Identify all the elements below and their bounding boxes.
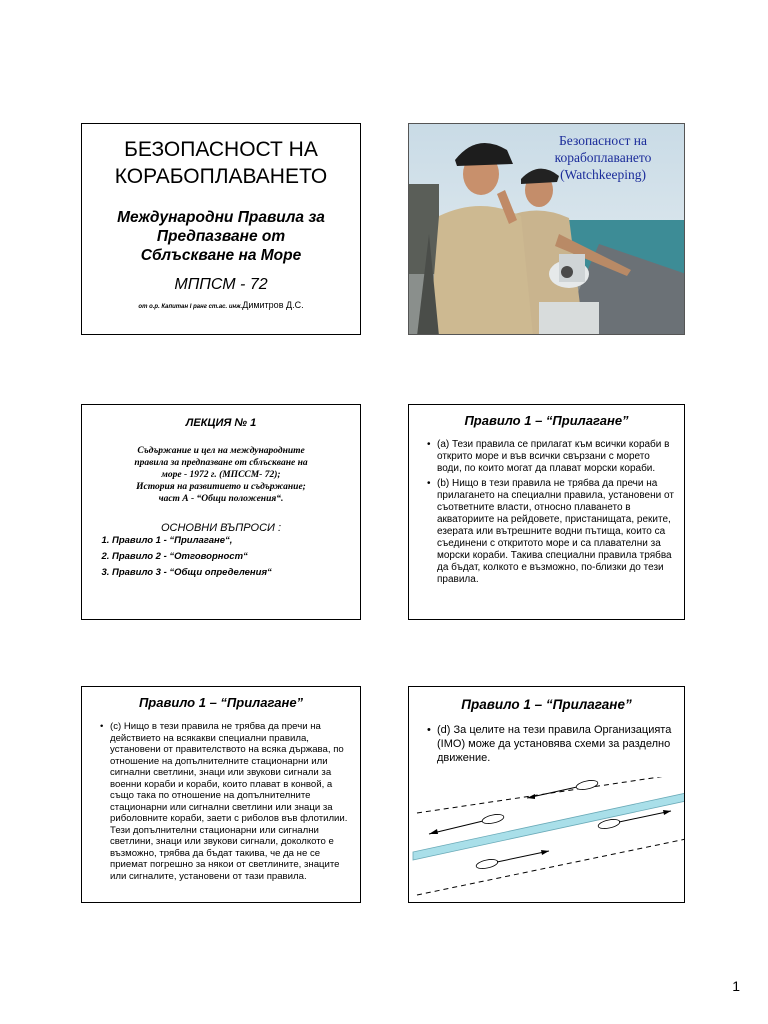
slide-rule1-d bbox=[408, 686, 685, 903]
slide-title-heading bbox=[82, 136, 360, 190]
page-number: 1 bbox=[732, 978, 740, 994]
author-name: Димитров Д.С. bbox=[242, 300, 304, 310]
caption-line: Безопасност на bbox=[559, 133, 647, 148]
bullet-item: • (а) Тези правила се прилагат към всички кораби в открито море и във всички свързани с морето води, по които могат да плават морски кораби. bbox=[437, 439, 676, 475]
list-item: 2. Правило 2 - “Отговорност“ bbox=[112, 549, 272, 565]
list-item: 1. Правило 1 - “Прилагане“, bbox=[112, 533, 272, 549]
slide-heading: Правило 1 – “Прилагане” bbox=[464, 413, 629, 428]
photo-caption bbox=[528, 132, 678, 183]
caption-line: корабоплаването bbox=[554, 150, 652, 165]
slide-title bbox=[81, 123, 361, 335]
list-item: 3. Правило 3 - “Общи определения“ bbox=[112, 565, 272, 581]
author-prefix: от о.р. Капитан I ранг ст.ас. инж. bbox=[138, 304, 243, 310]
slide-lecture bbox=[81, 404, 361, 620]
separation-zone bbox=[413, 793, 685, 860]
questions-list bbox=[90, 533, 272, 581]
regulation-code: МППСМ - 72 bbox=[174, 276, 268, 293]
vessel-icon bbox=[475, 850, 549, 870]
subtitle-line: Международни Правила за bbox=[117, 209, 325, 226]
bullet-item: • (d) За целите на тези правила Организацията (IMO) може да установява схеми за разделно движение. bbox=[437, 723, 676, 765]
title-line: БЕЗОПАСНОСТ НА bbox=[124, 138, 318, 161]
bullet-item: • (b) Нищо в тези правила не трябва да пречи на прилагането на специални правила, установени от съответните власти, относно плаването в акваториите на рейдовете, пристанищата, реките, езерата или вътрешните водни пътища, които са съединени с откритото море и са плавателни за морски кораби. Такива специални правила трябва да бъдат, колкото е възможно, по-близки до тези правила. bbox=[437, 478, 676, 586]
slide-rule1-ab bbox=[408, 404, 685, 620]
description-line: Съдържание и цел на международните bbox=[137, 446, 305, 456]
lecture-description bbox=[96, 445, 346, 505]
questions-heading: ОСНОВНИ ВЪПРОСИ : bbox=[160, 522, 282, 534]
bullet-list bbox=[100, 721, 352, 885]
slide-heading: Правило 1 – “Прилагане” bbox=[461, 697, 632, 712]
slide-photo bbox=[408, 123, 685, 335]
caption-line: (Watchkeeping) bbox=[560, 167, 646, 182]
vessel-icon bbox=[527, 779, 599, 799]
bullet-list bbox=[427, 723, 676, 768]
vessel-icon bbox=[429, 813, 505, 834]
author-line bbox=[82, 300, 360, 310]
slide-rule1-c bbox=[81, 686, 361, 903]
description-line: правила за предпазване от сблъскване на bbox=[134, 458, 308, 468]
description-line: част А - “Общи положения“. bbox=[158, 494, 284, 504]
description-line: море - 1972 г. (МПССМ- 72); bbox=[161, 470, 281, 480]
subtitle-line: Сблъскване на Море bbox=[140, 247, 302, 264]
traffic-separation-diagram bbox=[409, 777, 685, 903]
slide-subtitle bbox=[94, 208, 348, 265]
description-line: История на развитието и съдържание; bbox=[136, 482, 306, 492]
slide-heading: Правило 1 – “Прилагане” bbox=[138, 695, 304, 710]
lecture-heading: ЛЕКЦИЯ № 1 bbox=[185, 417, 257, 429]
bullet-list bbox=[427, 439, 676, 589]
bullet-item: • (c) Нищо в тези правила не трябва да пречи на действието на всякакви специални правила, установени от правителството на всяка държава, по отношение на допълнителните стационарни или сигнални светлини, знаци или звукови сигнали за военни кораби и кораби, които плават в конвой, а също така по отношение на допълнителните стационарни или сигнални светлини или знаци за риболовните кораби, заети с риболов във флотилии. Тези допълнителни стационарни или сигнални светлини, знаци или звукови сигнали, доколкото е възможно, трябва да бъдат такива, че да не се приемат погрешно за някои от светлините, знаците или сигналите, установени от тази правила. bbox=[110, 721, 352, 882]
subtitle-line: Предпазване от bbox=[156, 228, 286, 245]
title-line: КОРАБОПЛАВАНЕТО bbox=[114, 165, 328, 188]
